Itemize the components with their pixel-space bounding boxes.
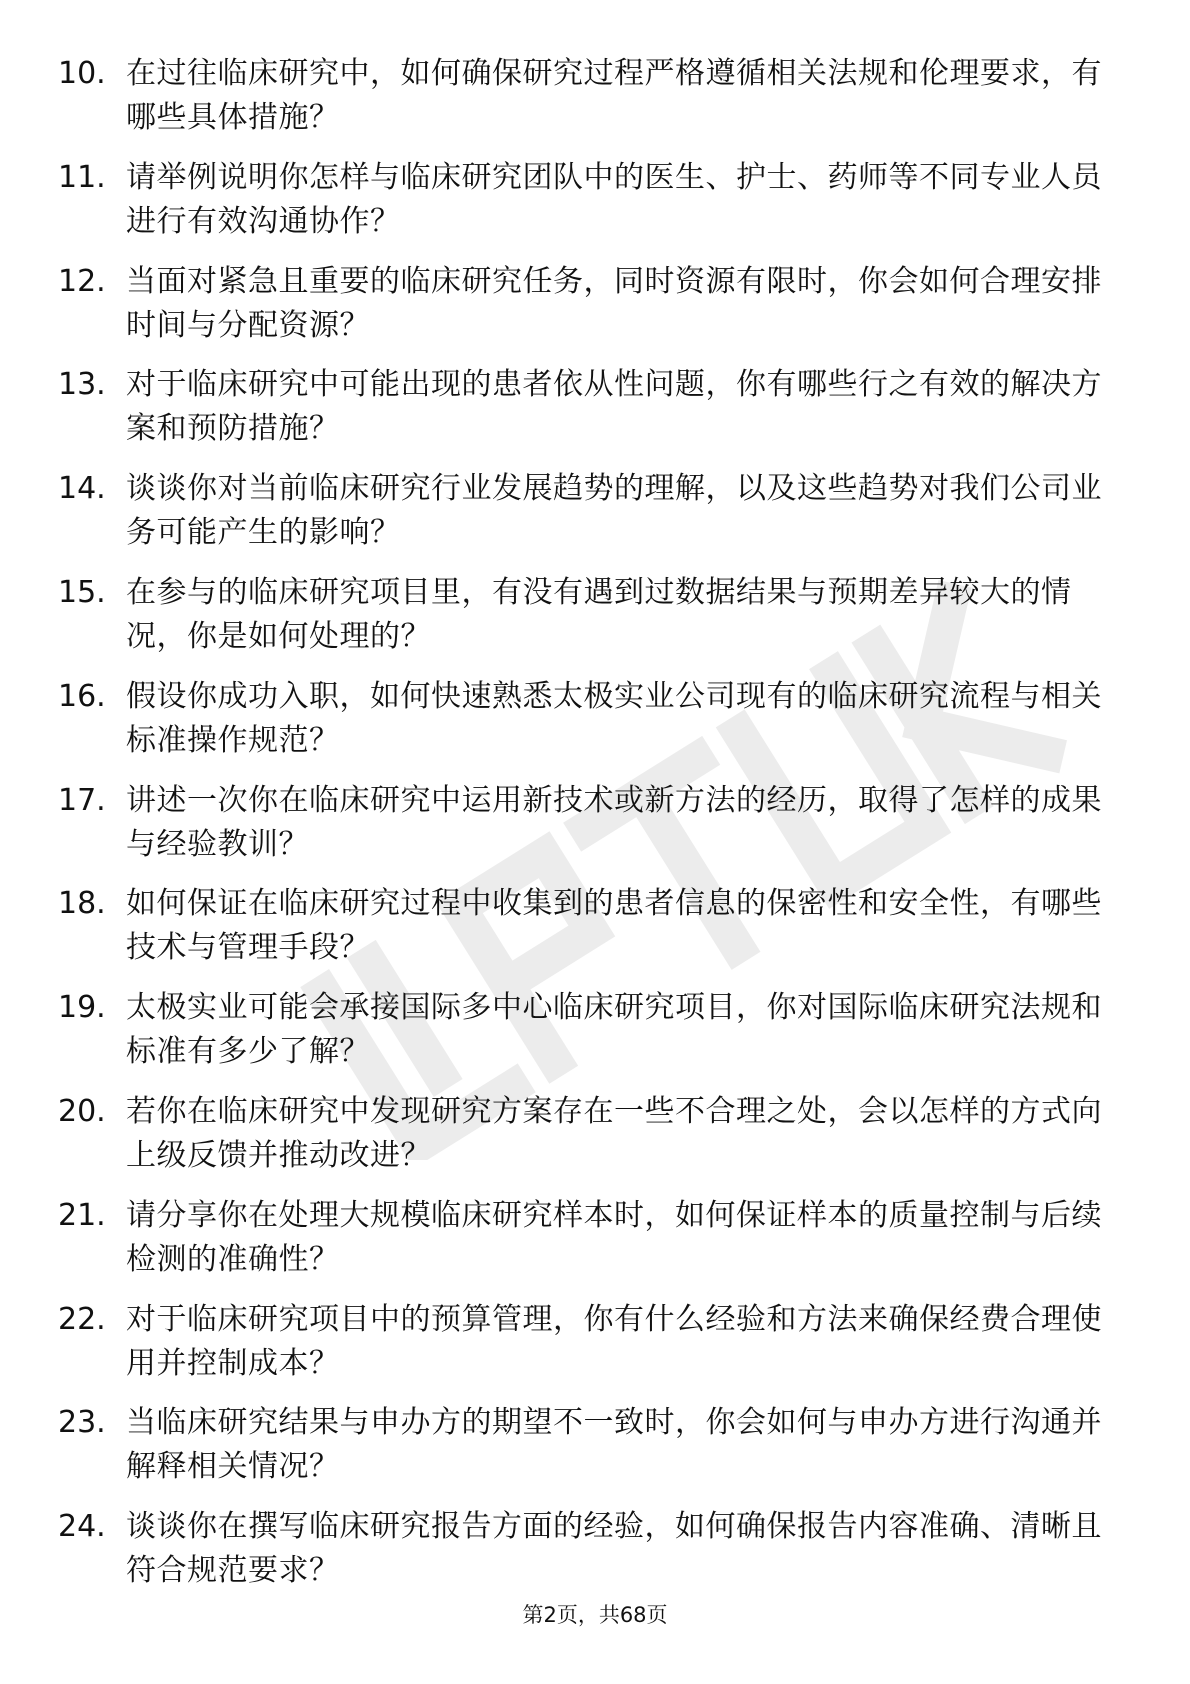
question-text: 讲述一次你在临床研究中运用新技术或新方法的经历，取得了怎样的成果与经验教训？	[126, 782, 1102, 862]
question-text: 对于临床研究中可能出现的患者依从性问题，你有哪些行之有效的解决方案和预防措施？	[126, 367, 1102, 447]
question-number: 12.	[58, 263, 106, 299]
question-text: 如何保证在临床研究过程中收集到的患者信息的保密性和安全性，有哪些技术与管理手段？	[126, 886, 1102, 966]
question-text: 请分享你在处理大规模临床研究样本时，如何保证样本的质量控制与后续检测的准确性？	[126, 1197, 1102, 1277]
question-number: 23.	[58, 1405, 106, 1441]
question-text: 请举例说明你怎样与临床研究团队中的医生、护士、药师等不同专业人员进行有效沟通协作？	[126, 159, 1102, 239]
list-item	[0, 1298, 1190, 1402]
question-number: 15.	[58, 574, 106, 610]
question-text: 在过往临床研究中，如何确保研究过程严格遵循相关法规和伦理要求，有哪些具体措施？	[126, 56, 1102, 135]
list-item	[0, 1194, 1190, 1298]
list-item	[0, 1401, 1190, 1505]
question-text: 太极实业可能会承接国际多中心临床研究项目，你对国际临床研究法规和标准有多少了解？	[126, 990, 1102, 1070]
question-text: 当面对紧急且重要的临床研究任务，同时资源有限时，你会如何合理安排时间与分配资源？	[126, 263, 1102, 343]
question-number: 24.	[58, 1509, 106, 1545]
list-item	[0, 1505, 1190, 1609]
question-number: 14.	[58, 471, 106, 507]
page-footer: 第2页，共68页	[522, 1603, 668, 1627]
list-item	[0, 675, 1190, 779]
question-number: 11.	[58, 159, 106, 195]
list-item	[0, 779, 1190, 883]
question-number: 20.	[58, 1093, 106, 1129]
question-number: 17.	[58, 782, 106, 818]
list-item	[0, 363, 1190, 467]
question-number: 16.	[58, 678, 106, 714]
question-list	[0, 52, 1190, 1609]
question-number: 18.	[58, 886, 106, 922]
list-item	[0, 571, 1190, 675]
list-item	[0, 156, 1190, 260]
question-text: 谈谈你对当前临床研究行业发展趋势的理解，以及这些趋势对我们公司业务可能产生的影响？	[126, 471, 1102, 551]
question-number: 22.	[58, 1301, 106, 1337]
question-text: 谈谈你在撰写临床研究报告方面的经验，如何确保报告内容准确、清晰且符合规范要求？	[126, 1509, 1102, 1589]
list-item	[0, 260, 1190, 364]
question-text: 若你在临床研究中发现研究方案存在一些不合理之处，会以怎样的方式向上级反馈并推动改进？	[126, 1093, 1102, 1173]
question-text: 当临床研究结果与申办方的期望不一致时，你会如何与申办方进行沟通并解释相关情况？	[126, 1405, 1102, 1485]
list-item	[0, 882, 1190, 986]
list-item	[0, 1090, 1190, 1194]
question-text: 对于临床研究项目中的预算管理，你有什么经验和方法来确保经费合理使用并控制成本？	[126, 1301, 1102, 1381]
question-number: 10.	[58, 56, 106, 91]
question-text: 假设你成功入职，如何快速熟悉太极实业公司现有的临床研究流程与相关标准操作规范？	[126, 678, 1102, 758]
list-item	[0, 986, 1190, 1090]
question-number: 21.	[58, 1197, 106, 1233]
question-text: 在参与的临床研究项目里，有没有遇到过数据结果与预期差异较大的情况，你是如何处理的？	[126, 574, 1072, 654]
list-item	[0, 467, 1190, 571]
question-number: 19.	[58, 990, 106, 1026]
list-item	[0, 52, 1190, 156]
question-number: 13.	[58, 367, 106, 403]
